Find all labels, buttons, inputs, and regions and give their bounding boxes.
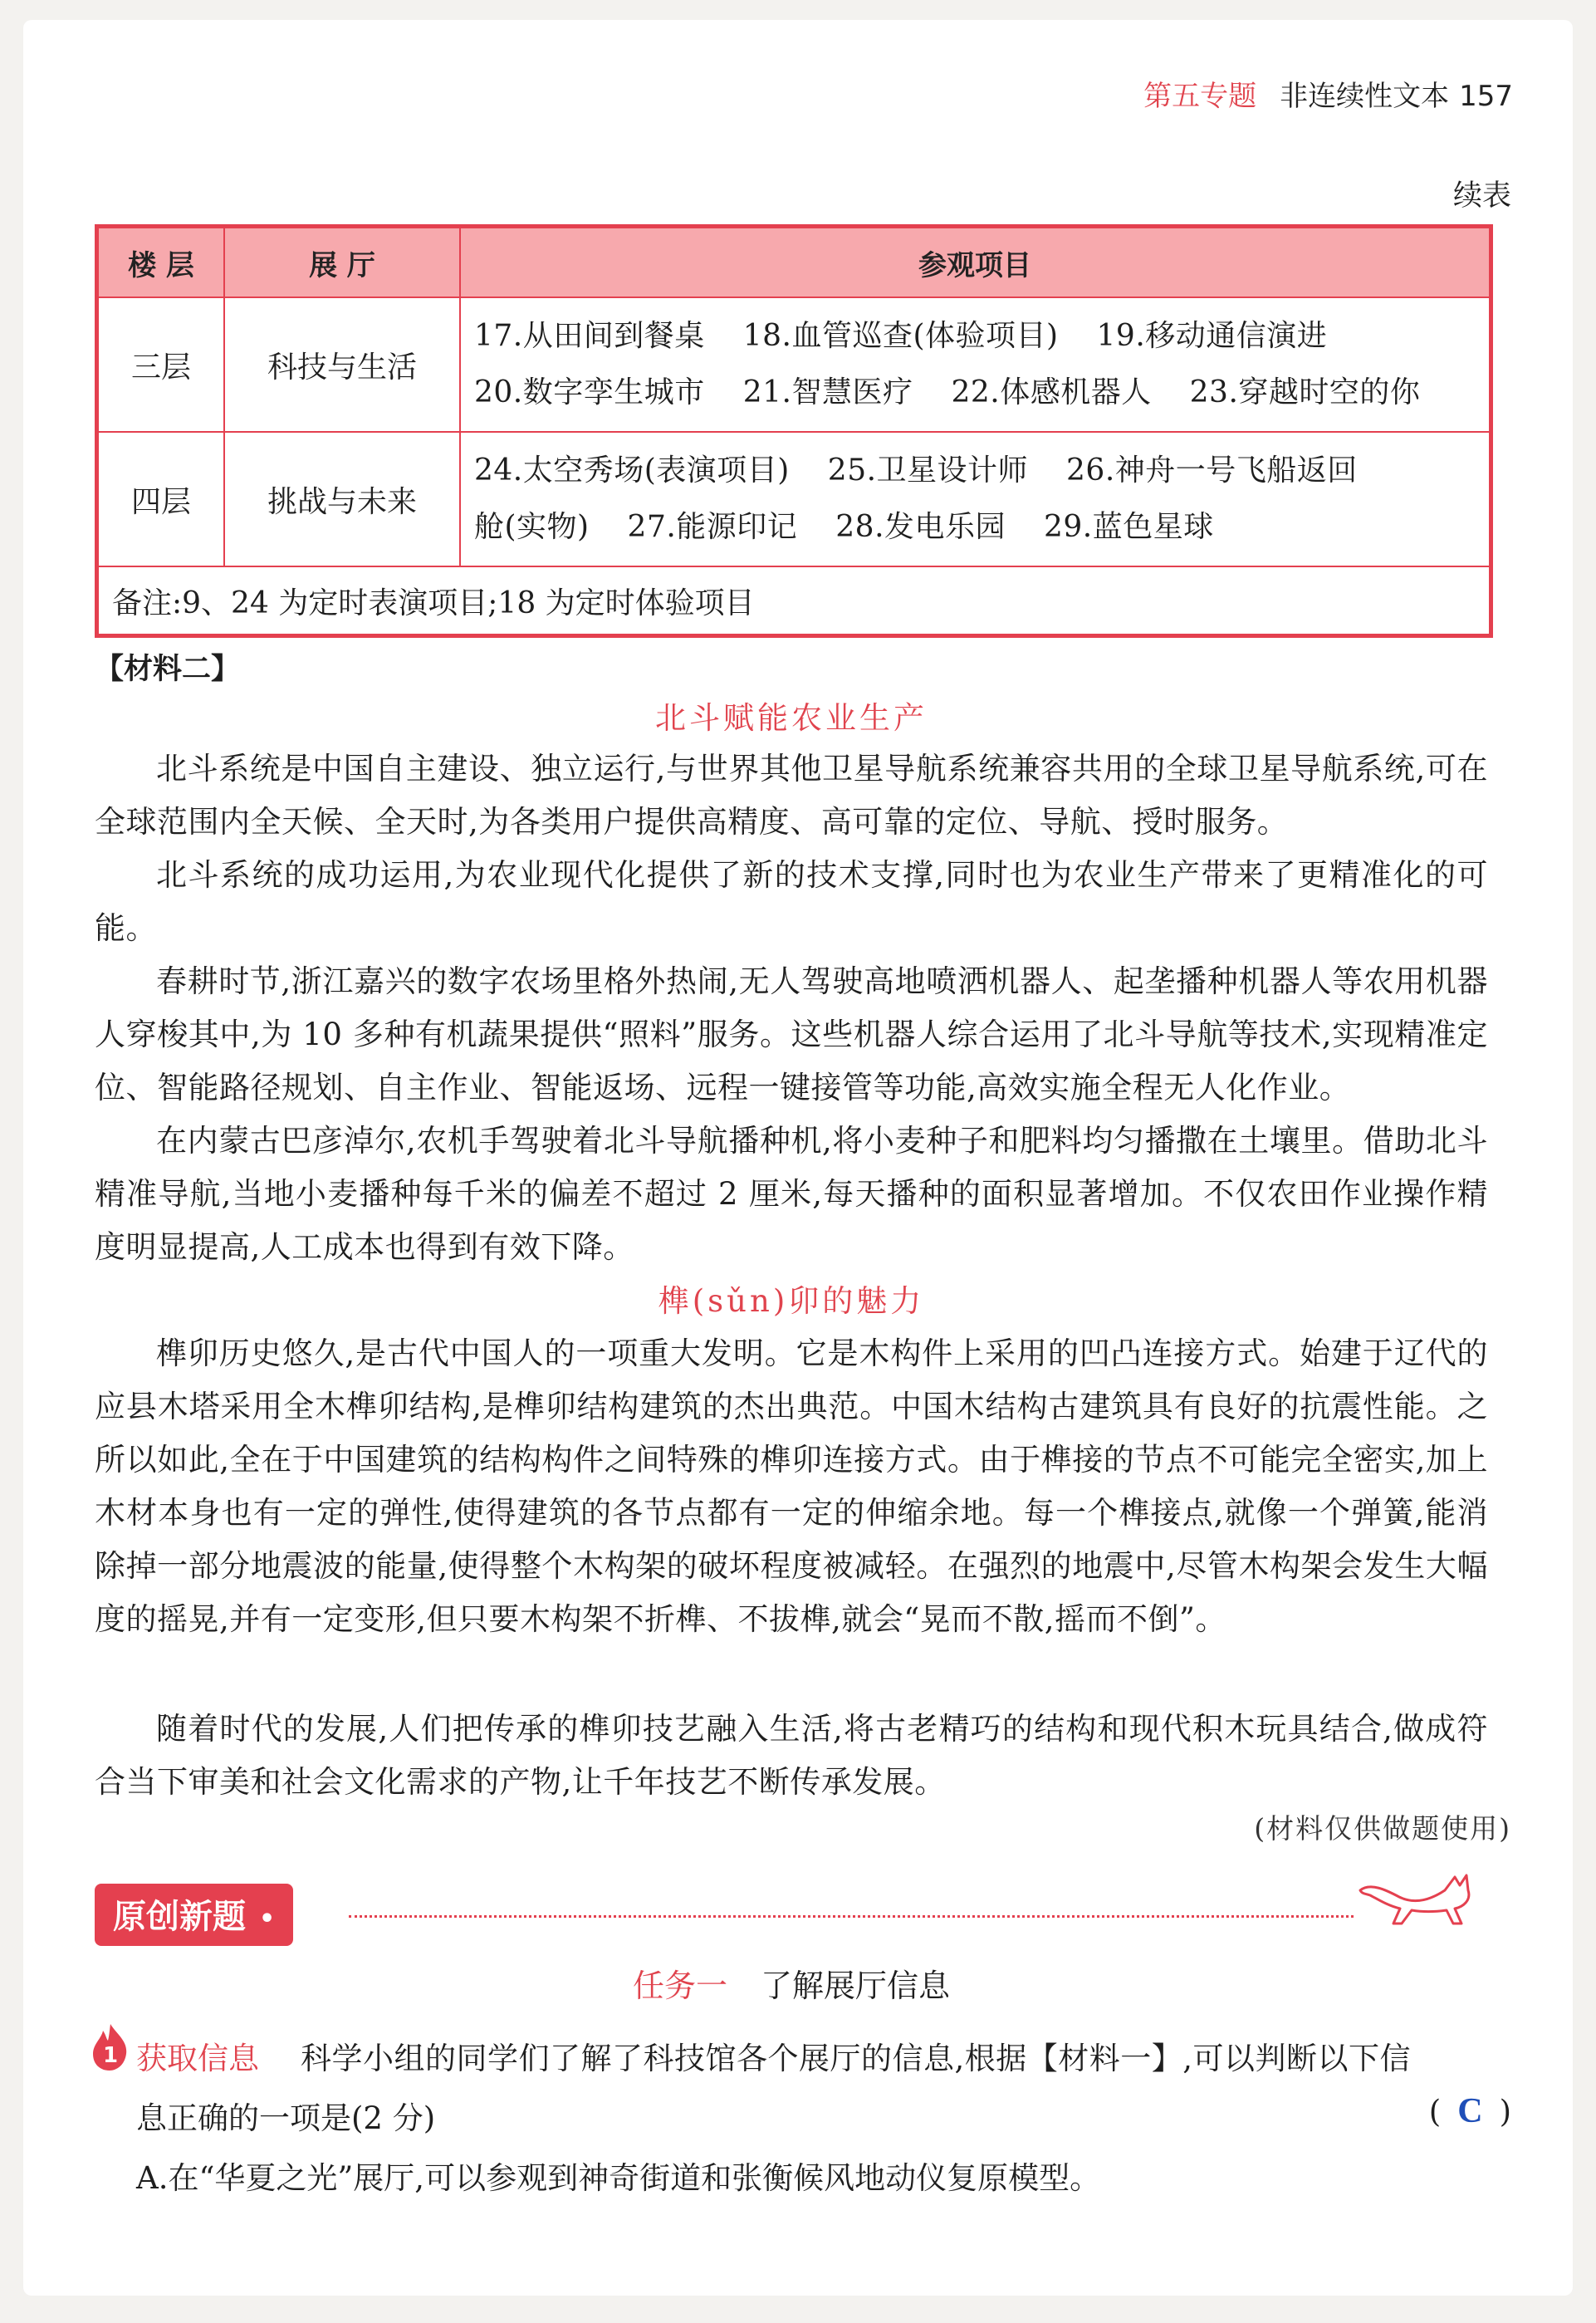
item: 27.能源印记 — [627, 510, 798, 544]
item: 17.从田间到餐桌 — [474, 319, 705, 353]
option-a: A.在“华夏之光”展厅,可以参观到神奇街道和张衡候风地动仪复原模型。 — [136, 2160, 1101, 2196]
task-number: 任务一 — [632, 1968, 727, 2004]
section-title-beidou: 北斗赋能农业生产 — [655, 700, 928, 736]
task-name: 了解展厅信息 — [761, 1968, 951, 2004]
table-note: 备注:9、24 为定时表演项目;18 为定时体验项目 — [98, 566, 1490, 635]
items-line — [474, 499, 1476, 556]
hall-cell: 挑战与未来 — [224, 432, 460, 566]
source-note: (材料仅供做题使用) — [1254, 1812, 1511, 1845]
floor-cell: 四层 — [98, 432, 224, 566]
dotted-divider — [349, 1915, 1354, 1918]
header-items: 参观项目 — [460, 228, 1490, 297]
hall-cell: 科技与生活 — [224, 297, 460, 432]
item: 舱(实物) — [474, 510, 590, 544]
material-label: 【材料二】 — [95, 653, 241, 686]
item: 22.体感机器人 — [951, 375, 1152, 409]
table-row — [98, 432, 1490, 566]
chapter-label: 第五专题 — [1143, 80, 1257, 113]
answer-slot — [1429, 2091, 1511, 2131]
page-number: 157 — [1459, 80, 1513, 113]
paragraph: 春耕时节,浙江嘉兴的数字农场里格外热闹,无人驾驶高地喷洒机器人、起垄播种机器人等农用机器人穿梭其中,为 10 多种有机蔬果提供“照料”服务。这些机器人综合运用了北斗导航等技术,实现精准定位、智能路径规划、自主作业、智能返场、远程一键接管等功能,高效实施全程无人化作业。 — [95, 963, 1488, 1105]
item: 29.蓝色星球 — [1043, 510, 1214, 544]
flame-number-icon — [91, 2022, 130, 2072]
answer-paren-close: ) — [1499, 2094, 1511, 2129]
items-line — [474, 443, 1476, 499]
exhibit-table — [95, 224, 1493, 638]
section-title-mortise: 榫(sǔn)卯的魅力 — [658, 1283, 925, 1319]
item: 20.数字孪生城市 — [474, 375, 705, 409]
badge-label: 原创新题 — [113, 1898, 246, 1936]
paragraph: 榫卯历史悠久,是古代中国人的一项重大发明。它是木构件上采用的凹凸连接方式。始建于辽代的应县木塔采用全木榫卯结构,是榫卯结构建筑的杰出典范。中国木结构古建筑具有良好的抗震性能。之所以如此,全在于中国建筑的结构构件之间特殊的榫卯连接方式。由于榫接的节点不可能完全密实,加上木材本身也有一定的弹性,使得建筑的各节点都有一定的伸缩余地。每一个榫接点,就像一个弹簧,能消除掉一部分地震波的能量,使得整个木构架的破坏程度被减轻。在强烈的地震中,尽管木构架会发生大幅度的摇晃,并有一定变形,但只要木构架不折榫、不拔榫,就会“晃而不散,摇而不倒”。 — [95, 1335, 1488, 1637]
task-title — [95, 1960, 1488, 2006]
running-header — [1143, 73, 1513, 114]
table-header-row — [98, 228, 1490, 297]
original-question-badge — [95, 1884, 293, 1946]
item: 25.卫星设计师 — [827, 453, 1029, 488]
item: 21.智慧医疗 — [742, 375, 913, 409]
items-line — [474, 308, 1476, 365]
answer-value: C — [1457, 2092, 1483, 2130]
item: 18.血管巡查(体验项目) — [742, 319, 1059, 353]
item: 28.发电乐园 — [835, 510, 1006, 544]
floor-cell: 三层 — [98, 297, 224, 432]
header-hall: 展 厅 — [224, 228, 460, 297]
answer-paren-open: ( — [1428, 2094, 1442, 2129]
header-floor: 楼 层 — [98, 228, 224, 297]
section-label: 非连续性文本 — [1280, 80, 1450, 113]
badge-dot: • — [259, 1904, 276, 1933]
question-number: 1 — [102, 2043, 119, 2068]
table-continued-label: 续表 — [1452, 179, 1511, 213]
item: 23.穿越时空的你 — [1189, 375, 1421, 409]
paragraph: 北斗系统的成功运用,为农业现代化提供了新的技术支撑,同时也为农业生产带来了更精准化的可能。 — [95, 857, 1488, 946]
question-text-cont: 息正确的一项是(2 分) — [136, 2100, 436, 2136]
table-row — [98, 297, 1490, 432]
cat-icon — [1354, 1857, 1486, 1932]
item: 24.太空秀场(表演项目) — [474, 453, 790, 488]
paragraph: 随着时代的发展,人们把传承的榫卯技艺融入生活,将古老精巧的结构和现代积木玩具结合,做成符合当下审美和社会文化需求的产物,让千年技艺不断传承发展。 — [95, 1711, 1488, 1800]
question-label: 获取信息 — [136, 2041, 259, 2076]
item: 19.移动通信演进 — [1096, 319, 1328, 353]
paragraph: 在内蒙古巴彦淖尔,农机手驾驶着北斗导航播种机,将小麦种子和肥料均匀播撒在土壤里。借助北斗精准导航,当地小麦播种每千米的偏差不超过 2 厘米,每天播种的面积显著增加。不仅农田作业操作精度明显提高,人工成本也得到有效下降。 — [95, 1123, 1488, 1265]
item: 26.神舟一号飞船返回 — [1066, 453, 1358, 488]
items-line — [474, 365, 1476, 421]
paragraph: 北斗系统是中国自主建设、独立运行,与世界其他卫星导航系统兼容共用的全球卫星导航系统,可在全球范围内全天候、全天时,为各类用户提供高精度、高可靠的定位、导航、授时服务。 — [95, 751, 1488, 840]
items-cell — [460, 297, 1490, 432]
items-cell — [460, 432, 1490, 566]
table-note-row — [98, 566, 1490, 635]
question-text: 科学小组的同学们了解了科技馆各个展厅的信息,根据【材料一】,可以判断以下信 — [301, 2041, 1412, 2076]
